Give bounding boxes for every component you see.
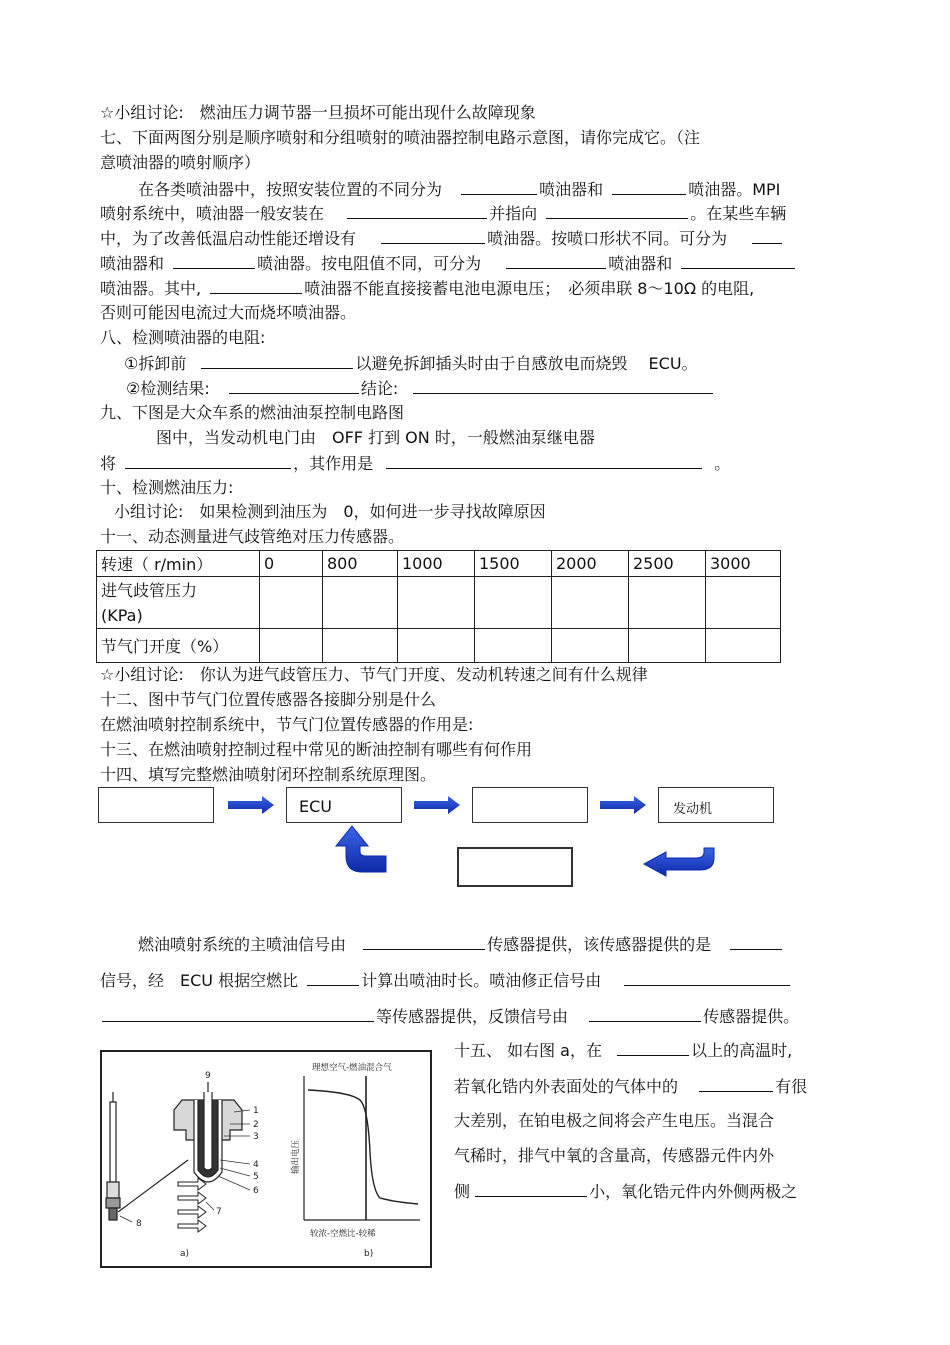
right-arrow-icon [228,796,274,814]
curved-left-arrow-icon [644,848,714,876]
figure-label: 7 [216,1207,222,1217]
section-13-title: 十三、在燃油喷射控制过程中常见的断油控制有哪些有何作用 [100,740,533,759]
oxygen-text-3: 大差别，在铂电极之间将会产生电压。当混合 [454,1111,775,1130]
injector-para-line-5: 喷油器。其中, 喷油器不能直接接蓄电池电源电压； 必须串联 8～10Ω 的电阻, [100,279,755,298]
injector-para-line-2: 喷射系统中，喷油器一般安装在 并指向 。在某些车辆 [100,204,787,223]
blank-field[interactable] [307,970,359,986]
blank-field[interactable] [617,1040,689,1056]
section-8-item-2: ②检测结果: 结论: [126,378,713,399]
engine-label: 发动机 [673,802,713,817]
table-cell: 800 [323,551,398,577]
oxygen-sensor-figure [100,1050,432,1268]
figure-label: 9 [205,1071,211,1081]
main-signal-line-2: 信号，经 ECU 根据空燃比 计算出喷油时长。喷油修正信号由 [100,970,790,991]
oxygen-text-5: 侧 小，氧化锆元件内外侧两极之 [454,1182,798,1201]
table-cell: 2500 [629,551,706,577]
main-signal-line-3: 等传感器提供，反馈信号由 传感器提供。 [100,1006,799,1027]
section-9-text: 图中，当发动机电门由 OFF 打到 ON 时，一般燃油泵继电器 [156,428,595,447]
chart-title: 理想空气-燃油混合气 [312,1063,392,1073]
section-11-title: 十一、动态测量进气歧管绝对压力传感器。 [100,527,405,546]
voltage-curve [308,1090,418,1204]
blank-field[interactable] [363,934,485,950]
blank-field[interactable] [699,1076,773,1092]
oxygen-text-1: 十五、 如右图 a，在 以上的高温时, [454,1041,793,1060]
figure-label: 4 [253,1160,259,1170]
table-cell: 1000 [398,551,475,577]
section-8-title: 八、检测喷油器的电阻: [100,328,266,347]
section-12-text: 在燃油喷射控制系统中，节气门位置传感器的作用是: [100,715,474,734]
figure-caption-a: a) [180,1249,190,1259]
table-cell: 0 [260,551,323,577]
table-cell: 3000 [706,551,781,577]
figure-label: 8 [136,1219,142,1229]
figure-label: 6 [253,1186,259,1196]
sensor-cross-section [174,1082,242,1182]
section-7-title-cont: 意喷油器的喷射顺序） [100,153,261,172]
discussion-intake: ☆小组讨论: 你认为进气歧管压力、节气门开度、发动机转速之间有什么规律 [100,665,648,684]
injector-para-line-6: 否则可能因电流过大而烧坏喷油器。 [100,303,357,322]
section-10-discussion: 小组讨论: 如果检测到油压为 0，如何进一步寻找故障原因 [114,502,546,521]
blank-field[interactable] [589,1006,701,1022]
table-cell: 2000 [552,551,629,577]
oxygen-text-4: 气稀时，排气中氧的含量高，传感器元件内外 [454,1146,775,1165]
chart-y-label: 输出电压 [291,1139,301,1174]
blank-field[interactable] [475,1181,587,1197]
figure-label: 5 [253,1172,259,1182]
right-arrow-icon [600,796,646,814]
blank-field[interactable] [624,970,790,986]
table-row-label: 进气歧管压力 (KPa) [97,577,260,629]
table-cell: 1500 [475,551,552,577]
blank-field[interactable] [730,934,782,950]
injector-para-line-1: 在各类喷油器中，按照安装位置的不同分为 喷油器和 喷油器。MPI [138,180,781,199]
ecu-label: ECU [299,797,332,816]
oxygen-text-2: 若氧化锆内外表面处的气体中的 有很 [454,1077,808,1096]
section-9-text-2: 将 ，其作用是 。 [100,454,731,473]
injector-para-line-4: 喷油器和 喷油器。按电阻值不同，可分为 喷油器和 [100,253,795,274]
figure-label: 2 [253,1120,259,1130]
table-cell: 转速（ r/min） [97,551,260,577]
right-arrow-icon [414,796,460,814]
chart-x-label: 较浓-空燃比-较稀 [310,1229,376,1239]
exhaust-flow-arrows [178,1178,206,1232]
discussion-regulator: ☆小组讨论: 燃油压力调节器一旦损坏可能出现什么故障现象 [100,103,536,122]
figure-caption-b: b) [364,1249,374,1259]
oxygen-sensor-diagram [102,1052,430,1266]
section-7-title: 七、下面两图分别是顺序喷射和分组喷射的喷油器控制电路示意图，请你完成它。（注 [100,128,701,147]
section-14-title: 十四、填写完整燃油喷射闭环控制系统原理图。 [100,765,437,784]
blank-field[interactable] [102,1006,374,1022]
section-8-item-1: ①拆卸前 以避免拆卸插头时由于自感放电而烧毁 ECU。 [124,354,698,373]
main-signal-line-1: 燃油喷射系统的主喷油信号由 传感器提供，该传感器提供的是 [138,934,782,955]
voltage-chart [304,1076,420,1220]
figure-label: 1 [253,1106,259,1116]
section-9-title: 九、下图是大众车系的燃油油泵控制电路图 [100,403,405,422]
table-row-label: 节气门开度（%） [97,629,260,663]
curved-up-arrow-icon [336,826,386,872]
figure-label: 3 [253,1132,259,1142]
injector-para-line-3: 中，为了改善低温启动性能还增设有 喷油器。按喷口形状不同。可分为 [100,228,782,249]
section-10-title: 十、检测燃油压力: [100,478,234,497]
section-12-title: 十二、图中节气门位置传感器各接脚分别是什么 [100,690,437,709]
